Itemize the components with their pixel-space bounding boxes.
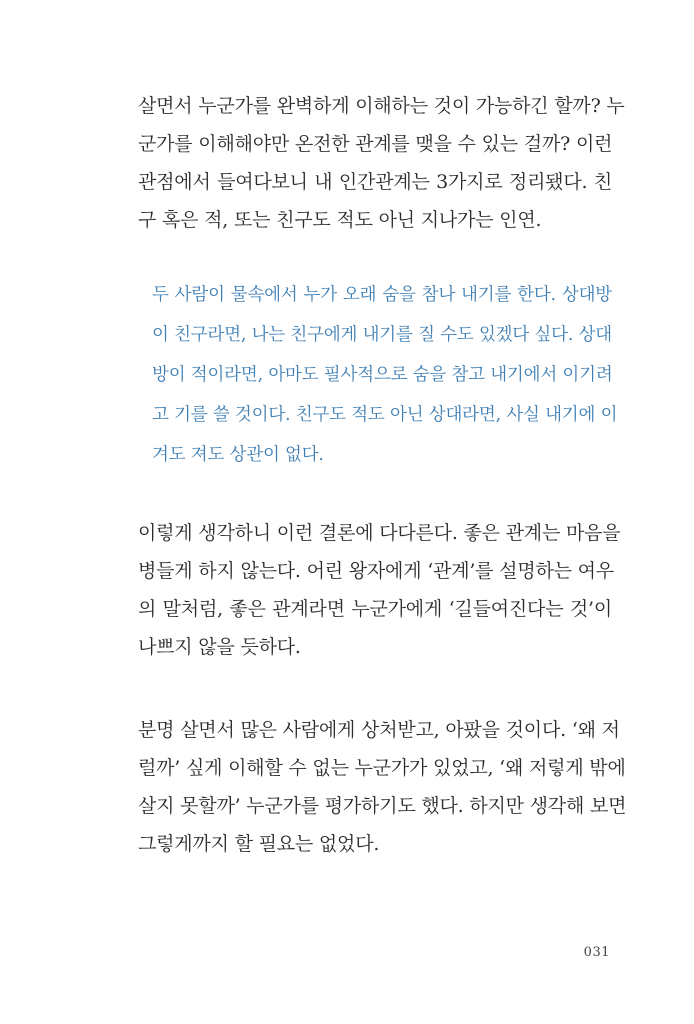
paragraph-line: 구 혹은 적, 또는 친구도 적도 아닌 지나가는 인연. <box>138 209 542 231</box>
paragraph-line: 군가를 이해해야만 온전한 관계를 맺을 수 있는 걸까? 이런 <box>138 133 613 155</box>
quote-line: 고 기를 쓸 것이다. 친구도 적도 아닌 상대라면, 사실 내기에 이 <box>152 405 618 425</box>
paragraph-line: 분명 살면서 많은 사람에게 상처받고, 아팠을 것이다. ‘왜 저 <box>138 719 620 741</box>
paragraph-line: 이렇게 생각하니 이런 결론에 다다른다. 좋은 관계는 마음을 <box>138 522 621 544</box>
paragraph-line: 의 말처럼, 좋은 관계라면 누군가에게 ‘길들여진다는 것’이 <box>138 598 612 620</box>
quote-line: 이 친구라면, 나는 친구에게 내기를 질 수도 있겠다 싶다. 상대 <box>152 325 612 345</box>
paragraph-line: 관점에서 들여다보니 내 인간관계는 3가지로 정리됐다. 친 <box>138 171 612 193</box>
quote-line: 방이 적이라면, 아마도 필사적으로 숨을 참고 내기에서 이기려 <box>152 365 613 385</box>
paragraph-2 <box>138 514 621 666</box>
paragraph-line: 병들게 하지 않는다. 어린 왕자에게 ‘관계’를 설명하는 여우 <box>138 560 614 582</box>
paragraph-line: 나쁘지 않을 듯하다. <box>138 636 301 658</box>
quote-line: 두 사람이 물속에서 누가 오래 숨을 참나 내기를 한다. 상대방 <box>152 285 612 305</box>
paragraph-line: 그렇게까지 할 필요는 없었다. <box>138 833 380 855</box>
paragraph-1 <box>138 87 625 239</box>
page-number: 031 <box>583 945 610 960</box>
blue-quote-block <box>152 275 618 475</box>
quote-line: 겨도 져도 상관이 없다. <box>152 445 324 465</box>
paragraph-line: 럴까’ 싶게 이해할 수 없는 누군가가 있었고, ‘왜 저렇게 밖에 <box>138 757 626 779</box>
paragraph-line: 살지 못할까’ 누군가를 평가하기도 했다. 하지만 생각해 보면 <box>138 795 627 817</box>
paragraph-3 <box>138 711 627 863</box>
paragraph-line: 살면서 누군가를 완벽하게 이해하는 것이 가능하긴 할까? 누 <box>138 95 625 117</box>
